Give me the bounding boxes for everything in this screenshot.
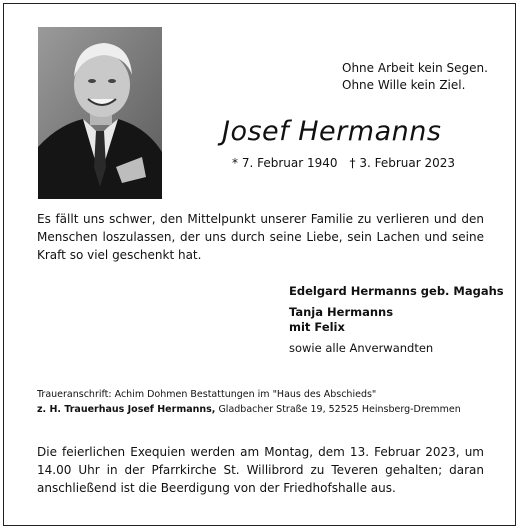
condolence-address-line-1: Traueranschrift: Achim Dohmen Bestattungen im "Haus des Abschieds" [37,389,377,400]
intro-paragraph: Es fällt uns schwer, den Mittelpunkt unserer Familie zu verlieren und den Menschen loszulassen, der uns durch seine Liebe, sein Lachen und seine Kraft so viel geschenkt hat. [37,212,484,262]
service-paragraph: Die feierlichen Exequien werden am Montag, dem 13. Februar 2023, um 14.00 Uhr in der Pfarrkirche St. Willibrord zu Teveren gehalten; daran anschließend ist die Beerdigung von der Friedhofshalle aus. [37,445,484,495]
motto-line-2: Ohne Wille kein Ziel. [342,78,466,92]
mourner-relatives: sowie alle Anverwandten [289,341,434,355]
deceased-name: Josef Hermanns [222,116,442,147]
motto [342,60,488,94]
address-recipient: z. H. Trauerhaus Josef Hermanns, [37,404,216,415]
portrait-photo [38,27,162,199]
mourner-spouse: Edelgard Hermanns geb. Magahs [289,284,504,298]
condolence-address-line-2 [37,403,461,417]
life-dates [232,156,455,170]
address-street: Gladbacher Straße 19, 52525 Heinsberg-Dremmen [215,404,461,415]
mourner-grandchild: mit Felix [289,320,345,334]
mourner-children [289,305,393,335]
motto-line-1: Ohne Arbeit kein Segen. [342,61,488,75]
mourner-daughter: Tanja Hermanns [289,305,394,319]
birth-date: * 7. Februar 1940 [232,156,338,170]
death-date: † 3. Februar 2023 [349,156,456,170]
portrait-illustration [38,27,162,199]
